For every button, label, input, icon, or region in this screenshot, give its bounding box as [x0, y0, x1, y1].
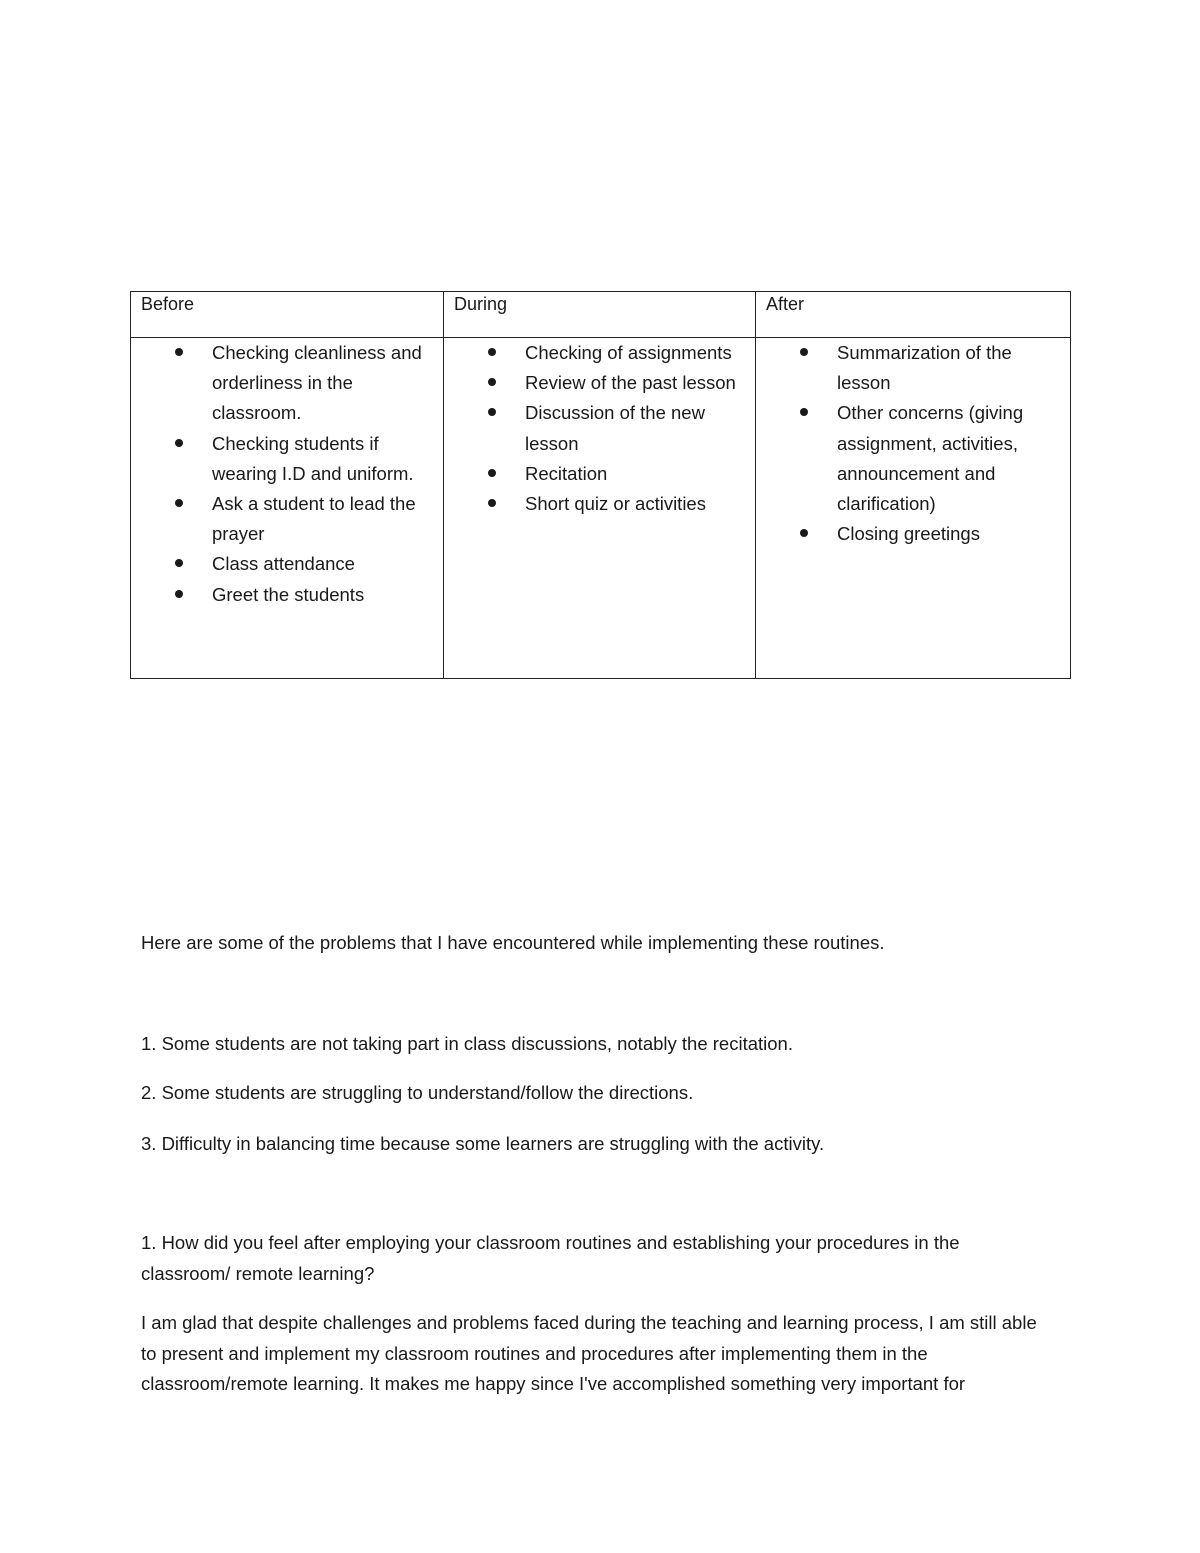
header-before: Before	[131, 292, 444, 338]
list-item: Review of the past lesson	[444, 368, 755, 398]
bullet-icon	[175, 590, 183, 598]
bullet-icon	[800, 529, 808, 537]
header-after: After	[756, 292, 1071, 338]
after-cell	[756, 338, 1071, 679]
bullet-icon	[800, 408, 808, 416]
bullet-icon	[488, 408, 496, 416]
bullet-icon	[175, 348, 183, 356]
before-list	[131, 338, 443, 610]
table-header-row	[131, 292, 1071, 338]
bullet-icon	[175, 439, 183, 447]
reflection-answer: I am glad that despite challenges and problems faced during the teaching and learning process, I am still able to present and implement my classroom routines and procedures after implementing them in the classroom/remote learning. It makes me happy since I've accomplished something very important for	[141, 1312, 1037, 1394]
reflection-question: 1. How did you feel after employing your classroom routines and establishing your procedures in the classroom/ remote learning?	[141, 1232, 960, 1284]
list-item: Checking cleanliness and orderliness in the classroom.	[131, 338, 443, 429]
table-body-row	[131, 338, 1071, 679]
problem-item-3: 3. Difficulty in balancing time because some learners are struggling with the activity.	[141, 1133, 825, 1154]
list-item: Other concerns (giving assignment, activities, announcement and clarification)	[756, 398, 1070, 519]
before-cell	[131, 338, 444, 679]
list-item: Class attendance	[131, 549, 443, 579]
list-item: Discussion of the new lesson	[444, 398, 755, 458]
routines-table	[130, 291, 1071, 679]
bullet-icon	[488, 469, 496, 477]
bullet-icon	[800, 348, 808, 356]
bullet-icon	[488, 499, 496, 507]
list-item: Short quiz or activities	[444, 489, 755, 519]
problem-item-1: 1. Some students are not taking part in class discussions, notably the recitation.	[141, 1033, 793, 1054]
problems-intro: Here are some of the problems that I have encountered while implementing these routines.	[141, 932, 885, 953]
problem-item-2: 2. Some students are struggling to understand/follow the directions.	[141, 1082, 694, 1103]
during-cell	[444, 338, 756, 679]
bullet-icon	[175, 559, 183, 567]
bullet-icon	[175, 499, 183, 507]
after-list	[756, 338, 1070, 549]
list-item: Ask a student to lead the prayer	[131, 489, 443, 549]
list-item: Checking of assignments	[444, 338, 755, 368]
during-list	[444, 338, 755, 519]
bullet-icon	[488, 348, 496, 356]
header-during: During	[444, 292, 756, 338]
list-item: Checking students if wearing I.D and uniform.	[131, 429, 443, 489]
bullet-icon	[488, 378, 496, 386]
list-item: Closing greetings	[756, 519, 1070, 549]
list-item: Greet the students	[131, 580, 443, 610]
list-item: Summarization of the lesson	[756, 338, 1070, 398]
list-item: Recitation	[444, 459, 755, 489]
